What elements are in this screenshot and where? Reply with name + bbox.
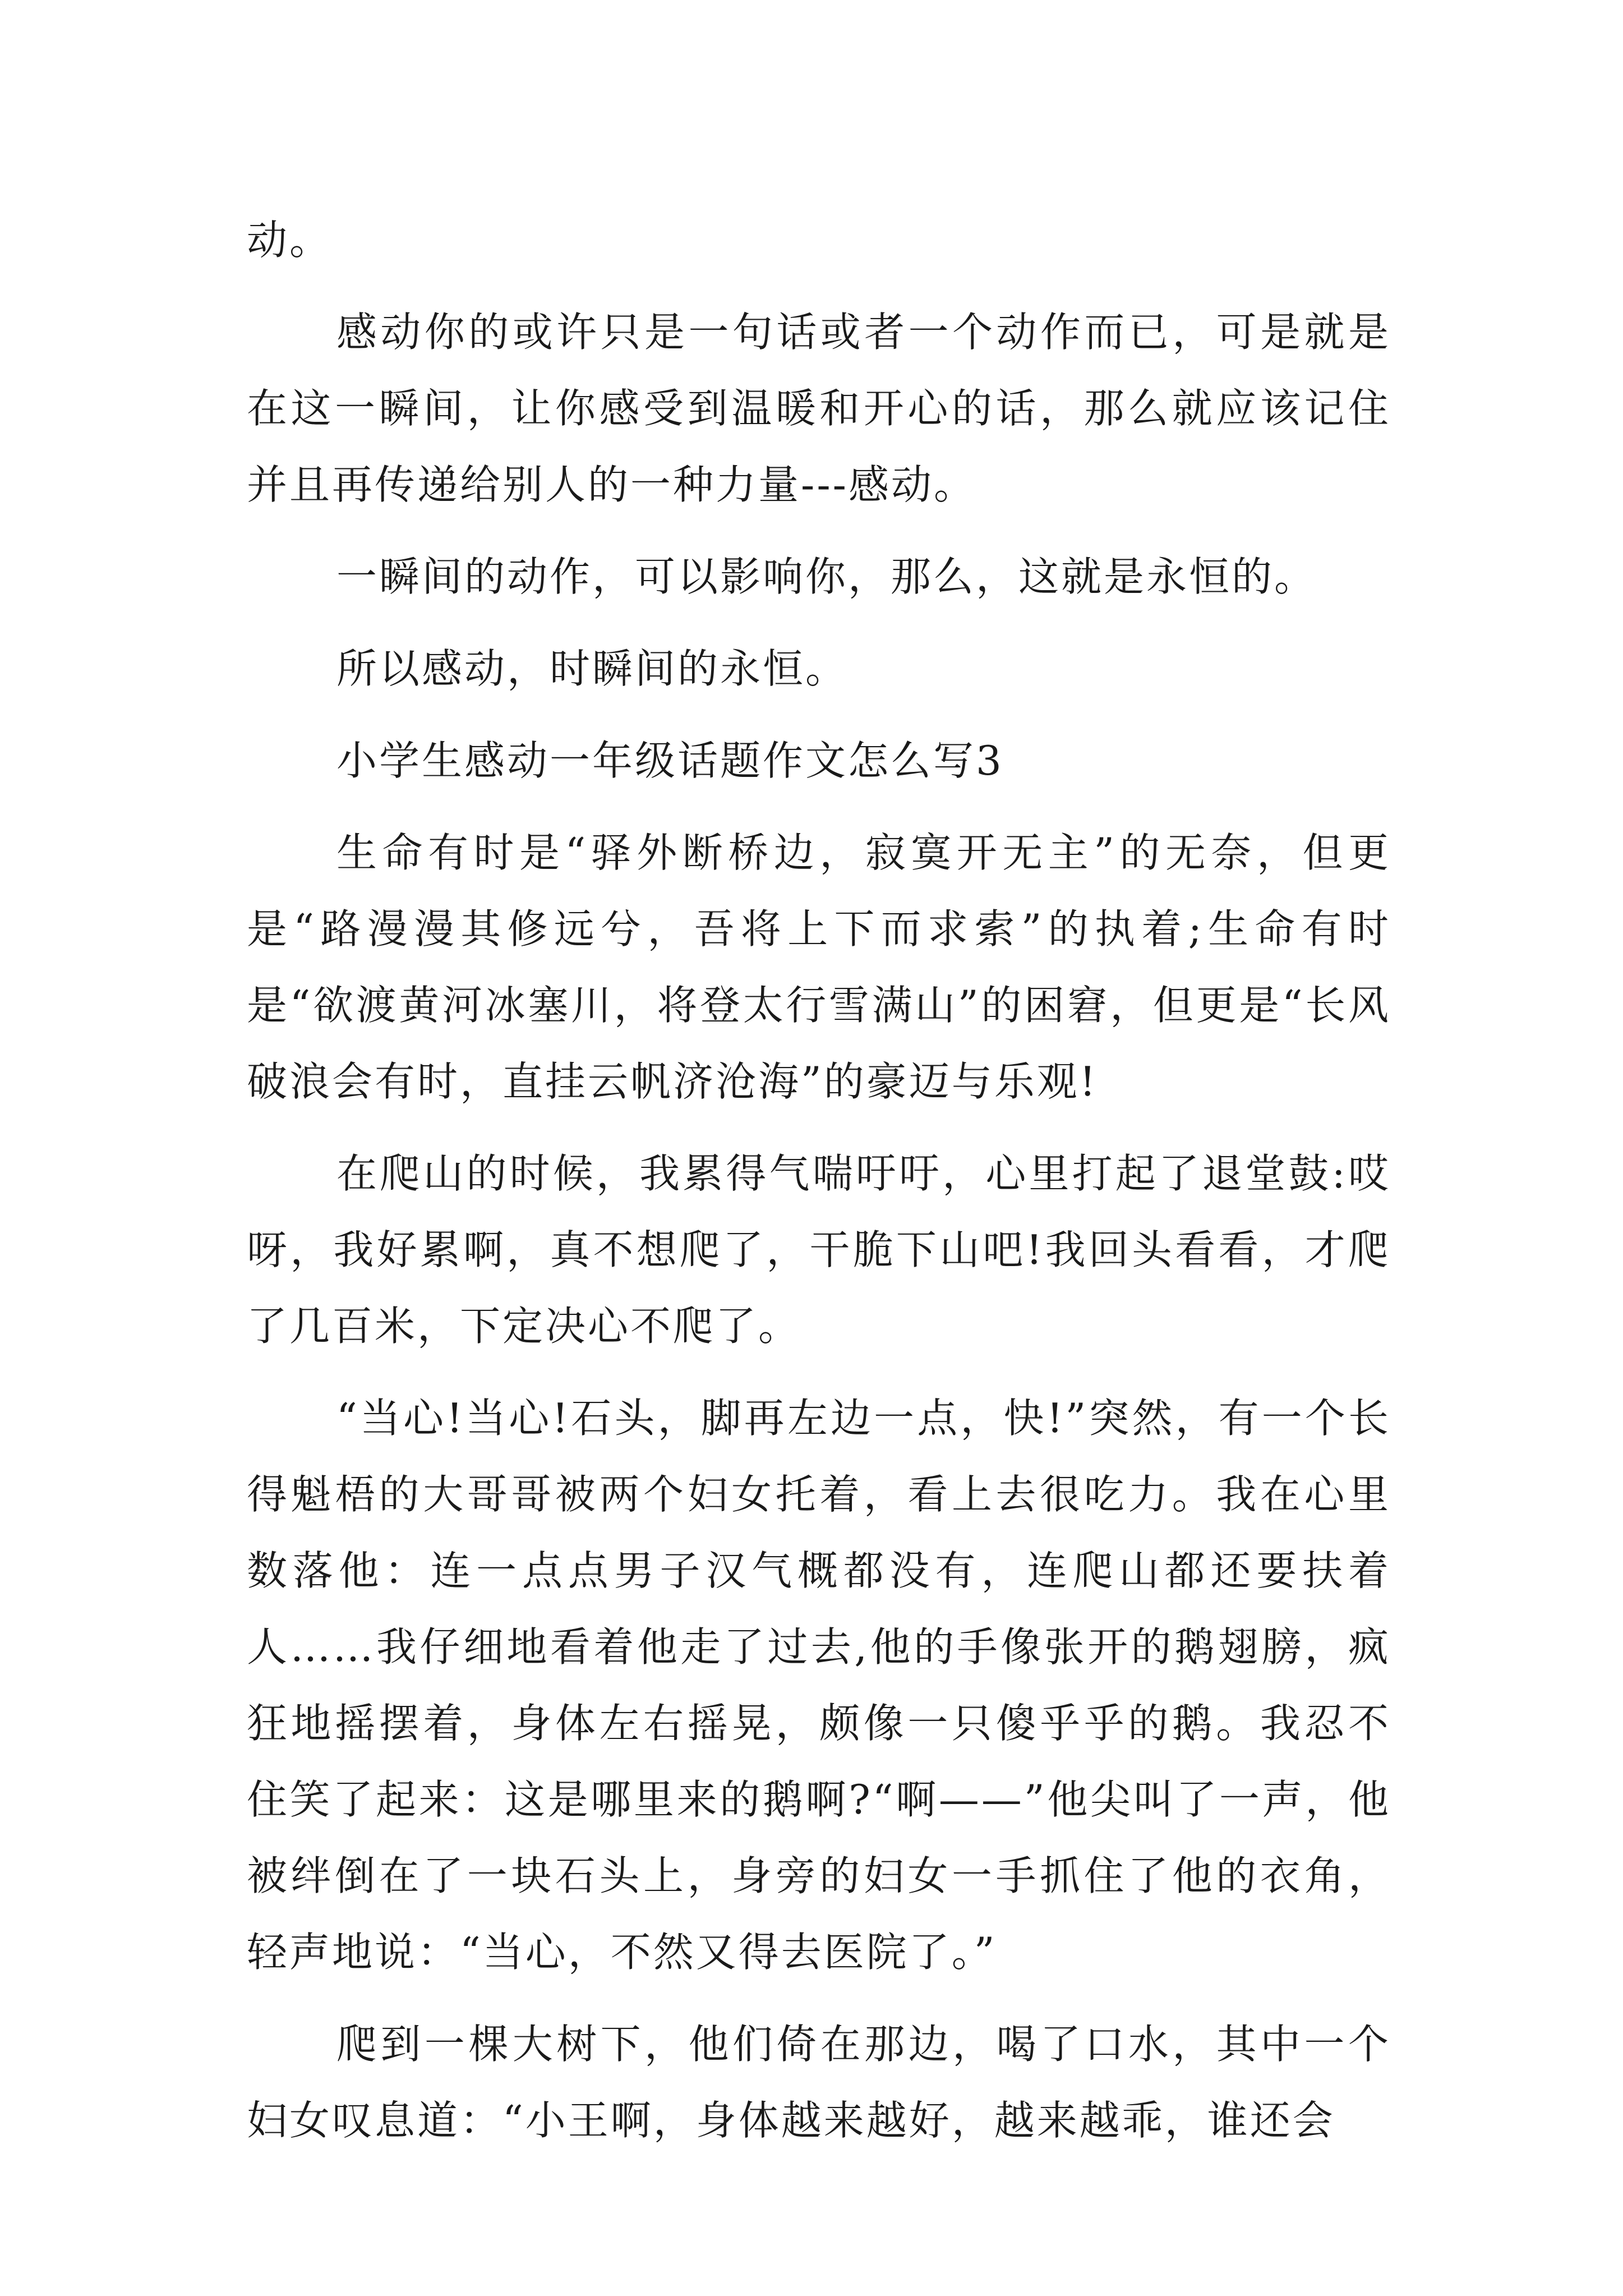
paragraph-continuation: 动。 — [247, 217, 333, 264]
paragraph: 一瞬间的动作，可以影响你，那么，这就是永恒的。 — [336, 553, 1317, 600]
document-body — [247, 202, 1391, 2159]
paragraph: 爬到一棵大树下，他们倚在那边，喝了口水，其中一个妇女叹息道：“小王啊，身体越来越好，越来越乖，谁还会 — [247, 2021, 1391, 2144]
paragraph: 在爬山的时候，我累得气喘吁吁，心里打起了退堂鼓:哎呀，我好累啊，真不想爬了，干脆下山吧!我回头看看，才爬了几百米，下定决心不爬了。 — [247, 1150, 1391, 1350]
paragraph: 所以感动，时瞬间的永恒。 — [336, 645, 849, 692]
paragraph: “当心!当心!石头，脚再左边一点，快!”突然，有一个长得魁梧的大哥哥被两个妇女托着，看上去很吃力。我在心里数落他：连一点点男子汉气概都没有，连爬山都还要扶着人……我仔细地看着他走了过去,他的手像张开的鹅翅膀，疯狂地摇摆着，身体左右摇晃，颇像一只傻乎乎的鹅。我忍不住笑了起来：这是哪里来的鹅啊?“啊——”他尖叫了一声，他被绊倒在了一块石头上，身旁的妇女一手抓住了他的衣角，轻声地说：“当心，不然又得去医院了。” — [247, 1395, 1391, 1976]
paragraph: 生命有时是“驿外断桥边，寂寞开无主”的无奈，但更是“路漫漫其修远兮，吾将上下而求索”的执着;生命有时是“欲渡黄河冰塞川，将登太行雪满山”的困窘，但更是“长风破浪会有时，直挂云帆济沧海”的豪迈与乐观! — [247, 829, 1391, 1105]
paragraph: 感动你的或许只是一句话或者一个动作而已，可是就是在这一瞬间，让你感受到温暖和开心的话，那么就应该记住并且再传递给别人的一种力量---感动。 — [247, 309, 1391, 508]
section-heading: 小学生感动一年级话题作文怎么写3 — [336, 737, 1004, 784]
